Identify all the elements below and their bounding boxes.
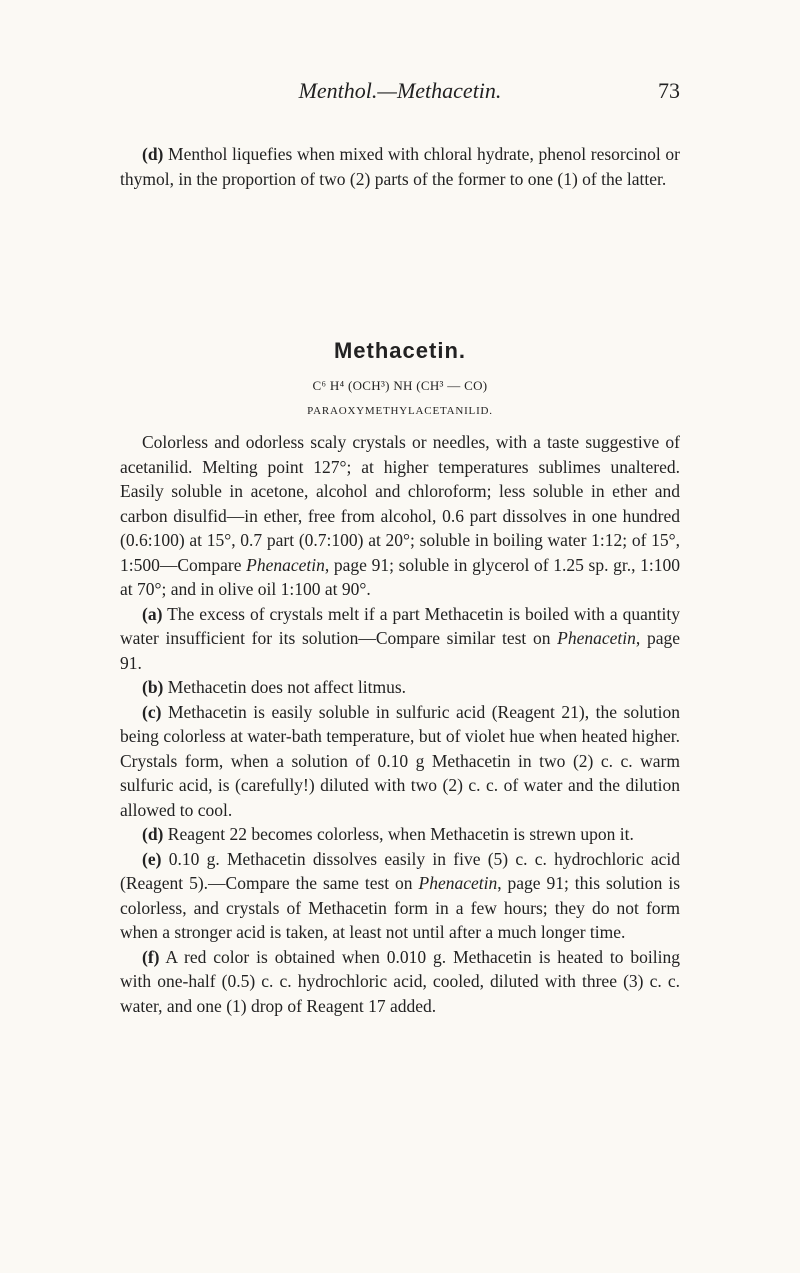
- intro-text: Menthol liquefies when mixed with chloral hydrate, phenol resorcinol or thymol, in the proportion of two (2) parts of the former to one (1) of the latter.: [120, 144, 680, 189]
- page-header: [120, 78, 680, 108]
- test-f-label: (f): [142, 946, 160, 967]
- running-title: Menthol.—Methacetin.: [298, 78, 502, 103]
- intro-label: (d): [142, 144, 164, 164]
- test-b-paragraph: (b) Methacetin does not affect litmus.: [142, 677, 407, 697]
- test-c-label: (c): [142, 701, 162, 722]
- test-a-paragraph: (a) The excess of crystals melt if a part Methacetin is boiled with a quantity water insufficient for its solution—Compare similar test on Phenacetin, page 91.: [120, 603, 680, 673]
- test-a-label: (a): [142, 603, 163, 624]
- test-b-label: (b): [142, 677, 164, 697]
- test-d-label: (d): [142, 824, 164, 844]
- test-f-paragraph: (f) A red color is obtained when 0.010 g. Methacetin is heated to boiling with one-half (0.5) c. c. hydrochloric acid, cooled, diluted with three (3) c. c. water, and one (1) drop of Reagent 17 added.: [120, 946, 680, 1016]
- chemical-name: PARAOXYMETHYLACETANILID.: [307, 405, 493, 417]
- phenacetin-reference: Phenacetin: [557, 628, 636, 648]
- section-title: Methacetin.: [333, 338, 467, 363]
- page-number: 73: [658, 78, 680, 103]
- test-c-paragraph: (c) Methacetin is easily soluble in sulfuric acid (Reagent 21), the solution being colorless at water-bath temperature, but of violet hue when heated higher. Crystals form, when a solution of 0.10 g Methacetin in two (2) c. c. warm sulfuric acid, is (carefully!) diluted with two (2) c. c. of water and the dilution allowed to cool.: [120, 701, 680, 820]
- chemical-formula: C⁶ H⁴ (OCH³) NH (CH³ — CO): [312, 378, 488, 393]
- intro-paragraph: [120, 142, 680, 191]
- test-e-label: (e): [142, 848, 162, 869]
- test-d-paragraph: (d) Reagent 22 becomes colorless, when Methacetin is strewn upon it.: [142, 824, 634, 844]
- section-body: [120, 430, 680, 1018]
- test-e-paragraph: (e) 0.10 g. Methacetin dissolves easily in five (5) c. c. hydrochloric acid (Reagent 5).—Compare the same test on Phenacetin, page 91; this solution is colorless, and crystals of Methacetin form in a few hours; they do not form when a stronger acid is taken, at least not until after a much longer time.: [120, 848, 681, 942]
- description-paragraph: Colorless and odorless scaly crystals or needles, with a taste suggestive of acetanilid. Melting point 127°; at higher temperatures sublimes unaltered. Easily soluble in acetone, alcohol and chloroform; less soluble in ether and carbon disulfid—in ether, free from alcohol, 0.6 part dissolves in one hundred (0.6:100) at 15°, 0.7 part (0.7:100) at 20°; soluble in boiling water 1:12; of 15°, 1:500—Compare Phenacetin, page 91; soluble in glycerol of 1.25 sp. gr., 1:100 at 70°; and in olive oil 1:100 at 90°.: [120, 432, 681, 599]
- phenacetin-reference: Phenacetin: [246, 554, 325, 575]
- phenacetin-reference: Phenacetin: [418, 873, 498, 893]
